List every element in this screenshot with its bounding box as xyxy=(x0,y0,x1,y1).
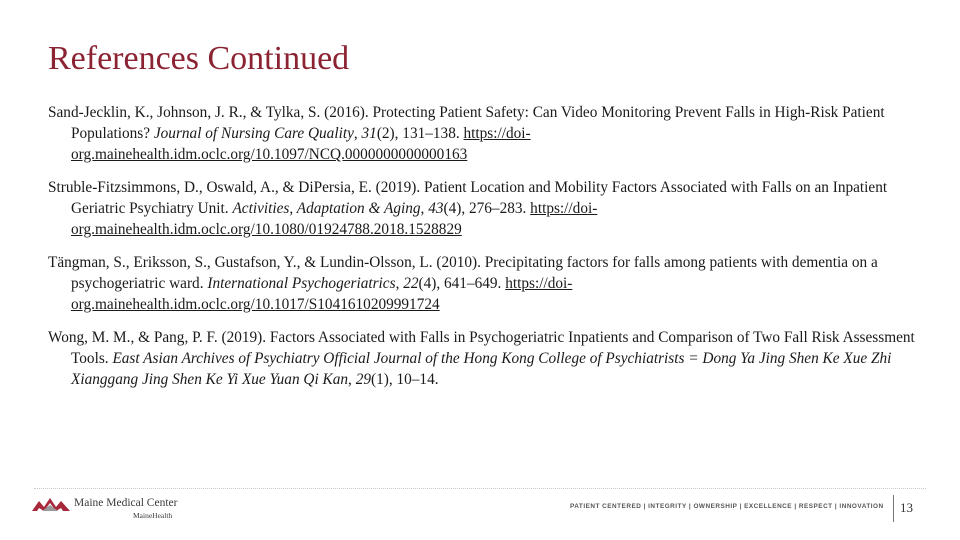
reference-item xyxy=(48,177,916,240)
footer-vertical-divider xyxy=(893,495,894,522)
reference-issue-pages: (1), 10–14. xyxy=(371,371,439,388)
reference-journal: East Asian Archives of Psychiatry Official Journal of the Hong Kong College of Psychiatrists = Dong Ya Jing Shen Ke Xue Zhi Xianggang Jing Shen Ke Yi Xue Yuan Qi Kan xyxy=(71,350,892,388)
reference-authors: Wong, M. M., & Pang, P. F. (2019). Factors Associated with Falls in Psychogeriatric Inpatients and Comparison of Two Fall Risk Assessment Tools. xyxy=(48,329,915,367)
reference-volume: 22 xyxy=(403,275,419,292)
page-number: 13 xyxy=(900,500,913,515)
reference-item xyxy=(48,252,916,315)
footer-divider xyxy=(34,488,926,489)
reference-list xyxy=(48,102,916,402)
slide-title: References Continued xyxy=(48,40,350,77)
maine-medical-center-logo-mark-icon xyxy=(32,498,70,512)
reference-authors: Sand-Jecklin, K., Johnson, J. R., & Tylka, S. (2016). Protecting Patient Safety: Can Video Monitoring Prevent Falls in High-Risk Patient Populations? xyxy=(48,104,885,142)
reference-separator: , xyxy=(420,200,429,217)
reference-authors: Struble-Fitzsimmons, D., Oswald, A., & DiPersia, E. (2019). Patient Location and Mobility Factors Associated with Falls on an Inpatient Geriatric Psychiatry Unit. xyxy=(48,179,888,217)
reference-separator: , xyxy=(353,125,362,142)
reference-doi-link[interactable]: https://doi-org.mainehealth.idm.oclc.org/10.1097/NCQ.0000000000000163 xyxy=(71,125,531,163)
reference-separator: , xyxy=(348,371,356,388)
reference-item xyxy=(48,102,916,165)
organization-logo xyxy=(32,494,182,524)
reference-volume: 31 xyxy=(361,125,377,142)
reference-doi-link[interactable]: https://doi-org.mainehealth.idm.oclc.org/10.1017/S1041610209991724 xyxy=(71,275,573,313)
reference-journal: Journal of Nursing Care Quality xyxy=(153,125,354,142)
reference-separator: , xyxy=(395,275,404,292)
logo-organization-name: Maine Medical Center xyxy=(74,497,178,509)
reference-issue-pages: (4), 276–283. xyxy=(443,200,531,217)
reference-issue-pages: (4), 641–649. xyxy=(418,275,506,292)
values-tagline: PATIENT CENTERED | INTEGRITY | OWNERSHIP | EXCELLENCE | RESPECT | INNOVATION xyxy=(570,503,884,510)
reference-issue-pages: (2), 131–138. xyxy=(376,125,464,142)
logo-parent-name: MaineHealth xyxy=(133,511,173,520)
reference-volume: 29 xyxy=(355,371,371,388)
reference-volume: 43 xyxy=(428,200,444,217)
reference-doi-link[interactable]: https://doi-org.mainehealth.idm.oclc.org/10.1080/01924788.2018.1528829 xyxy=(71,200,598,238)
reference-journal: International Psychogeriatrics xyxy=(207,275,396,292)
reference-authors: Tängman, S., Eriksson, S., Gustafson, Y., & Lundin-Olsson, L. (2010). Precipitating factors for falls among patients with dementia on a psychogeriatric ward. xyxy=(48,254,878,292)
reference-item xyxy=(48,327,916,390)
reference-journal: Activities, Adaptation & Aging xyxy=(232,200,421,217)
